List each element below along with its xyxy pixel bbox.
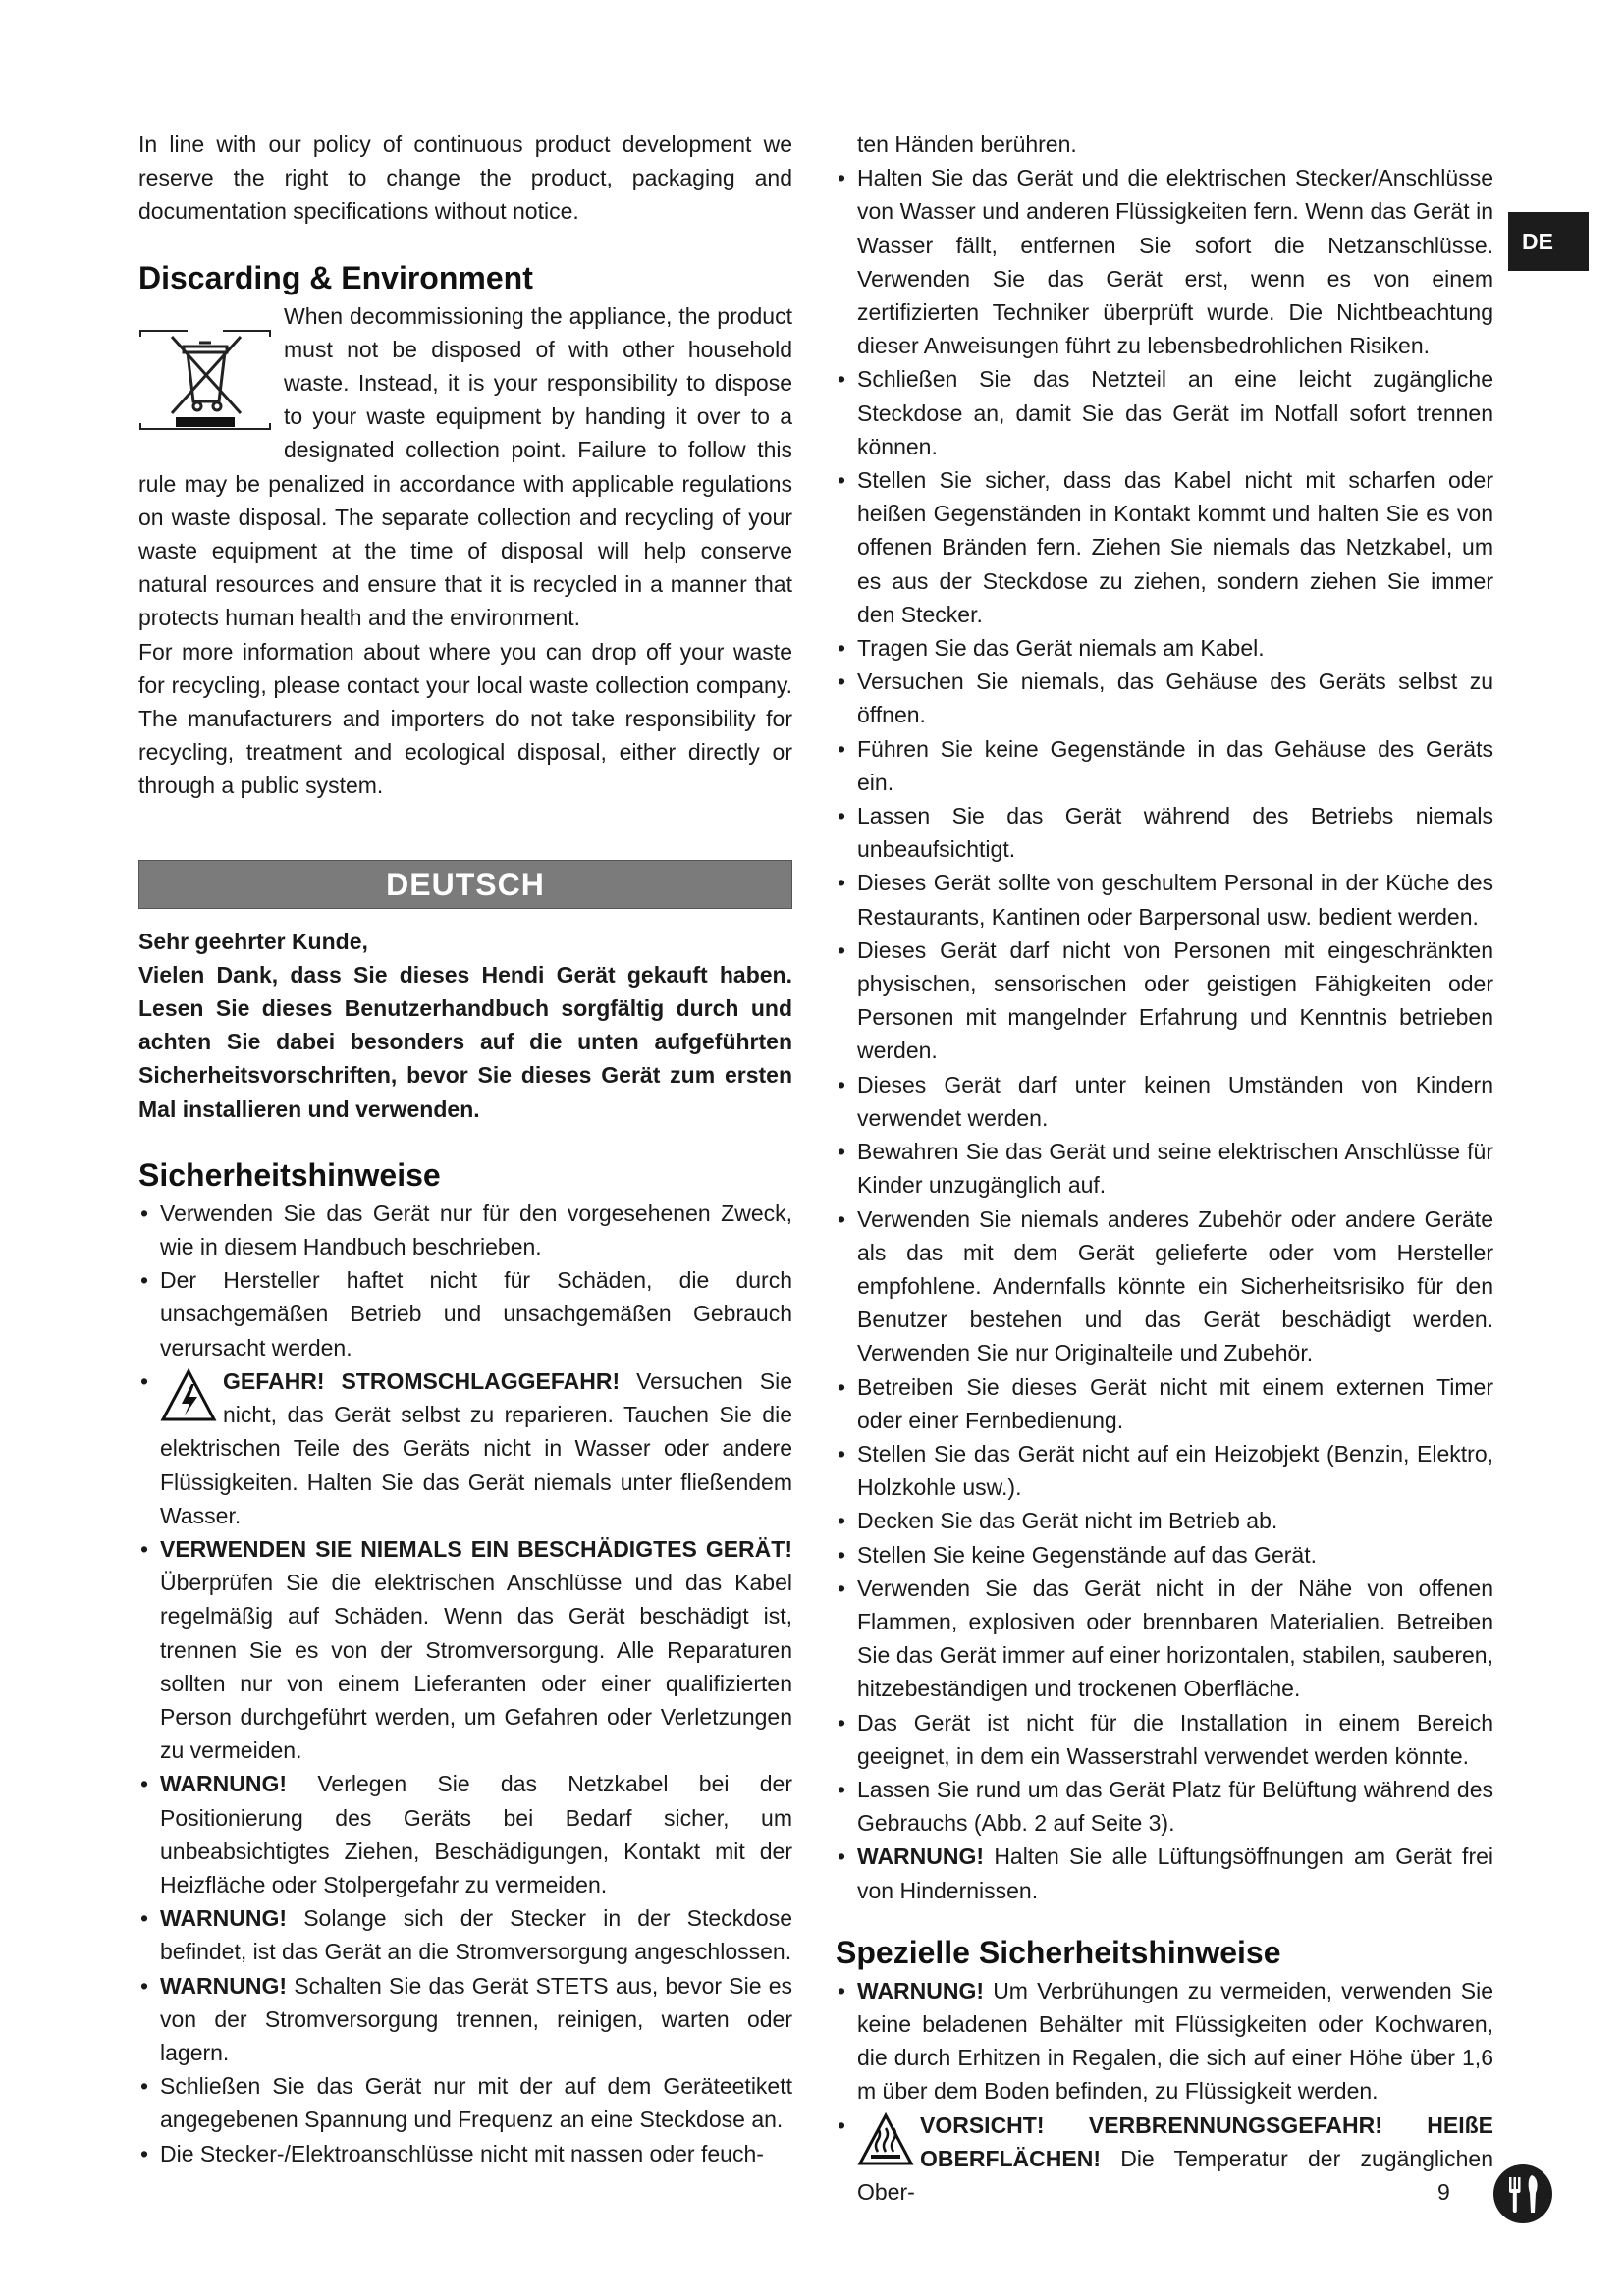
list-item <box>836 2109 1493 2210</box>
list-item: • Lassen Sie das Gerät während des Betriebs niemals unbeaufsichtigt. <box>836 799 1493 866</box>
warning-label: WARNUNG! <box>160 1905 288 1932</box>
language-section-bar: DEUTSCH <box>138 860 792 909</box>
special-safety-list <box>836 1974 1493 2209</box>
electric-hazard-icon <box>160 1368 217 1423</box>
list-item: • Dieses Gerät sollte von geschultem Personal in der Küche des Restaurants, Kantinen oder Barpersonal usw. bedient werden. <box>836 866 1493 933</box>
list-item <box>138 1901 792 1968</box>
safety-list-continued <box>836 161 1493 1907</box>
discard-paragraph: When decommissioning the appliance, the product must not be disposed of with other household waste. Instead, it is your responsibility to dispose to your waste equipment by handing it over to a designated collection point. Failure to follow this rule may be penalized in accordance with applicable regulations on waste disposal. The separate collection and recycling of your waste equipment at the time of disposal will help conserve natural resources and ensure that it is recycled in a manner that protects human health and the environment. <box>138 302 792 631</box>
list-item: • Der Hersteller haftet nicht für Schäden, die durch unsachgemäßen Betrieb und unsachgemäßen Gebrauch verursacht werden. <box>138 1263 792 1364</box>
left-column <box>138 128 792 2170</box>
warning-text: Schalten Sie das Gerät STETS aus, bevor Sie es von der Stromversorgung trennen, reinigen, warten oder lagern. <box>160 1972 793 2065</box>
discard-paragraph-2: For more information about where you can drop off your waste for recycling, please contact your local waste collection company. The manufacturers and importers do not take responsibility for recycling, treatment and ecological disposal, either directly or through a public system. <box>138 638 792 799</box>
warning-text: Überprüfen Sie die elektrischen Anschlüsse und das Kabel regelmäßig auf Schäden. Wenn das Gerät beschädigt ist, trennen Sie es von der Stromversorgung. Alle Reparaturen sollten nur von einem Lieferanten oder einer qualifizierten Person durchgeführt werden, um Gefahren oder Verletzungen zu vermeiden. <box>160 1570 792 1764</box>
weee-bin-icon <box>138 307 272 433</box>
cutlery-logo-icon <box>1492 2163 1553 2224</box>
list-item: • Lassen Sie rund um das Gerät Platz für Belüftung während des Gebrauchs (Abb. 2 auf Seite 3). <box>836 1773 1493 1840</box>
continued-text: ten Händen berühren. <box>857 132 1077 157</box>
warning-label: VERWENDEN SIE NIEMALS EIN BESCHÄDIGTES GERÄT! <box>160 1535 792 1562</box>
list-item: • Verwenden Sie das Gerät nicht in der Nähe von offenen Flammen, explosiven oder brennbaren Materialien. Betreiben Sie das Gerät immer auf einer horizontalen, stabilen, sauberen, hitzebeständigen und trockenen Oberfläche. <box>836 1572 1493 1706</box>
hazard-text: Versuchen Sie nicht, das Gerät selbst zu reparieren. Tauchen Sie die elektrischen Teile des Geräts nicht in Wasser oder andere Flüssigkeiten. Halten Sie das Gerät niemals unter fließendem Wasser. <box>160 1367 792 1528</box>
list-item: • Das Gerät ist nicht für die Installation in einem Bereich geeignet, in dem ein Wasserstrahl verwendet werden könnte. <box>836 1706 1493 1773</box>
warning-text: Um Verbrühungen zu vermeiden, verwenden Sie keine beladenen Behälter mit Flüssigkeiten oder Kochwaren, die durch Erhitzen in Regalen, die sich auf einer Höhe über 1,6 m über dem Boden befinden, zu Flüssigkeit werden. <box>857 1977 1493 2105</box>
safety-heading: Sicherheitshinweise <box>138 1156 441 1193</box>
list-item: • Dieses Gerät darf unter keinen Umständen von Kindern verwendet werden. <box>836 1068 1493 1135</box>
warning-label: WARNUNG! <box>160 1771 288 1797</box>
list-item: • Decken Sie das Gerät nicht im Betrieb ab. <box>836 1504 1493 1537</box>
list-item: • Die Stecker-/Elektroanschlüsse nicht mit nassen oder feuch- <box>138 2137 792 2170</box>
list-item: • Verwenden Sie niemals anderes Zubehör oder andere Geräte als das mit dem Gerät gelieferte oder vom Hersteller empfohlene. Andernfalls könnte ein Sicherheitsrisiko für den Benutzer bestehen und das Gerät beschädigt werden. Verwenden Sie nur Originalteile und Zubehör. <box>836 1202 1493 1370</box>
list-item: • Betreiben Sie dieses Gerät nicht mit einem externen Timer oder einer Fernbedienung. <box>836 1370 1493 1437</box>
list-item <box>138 1969 792 2070</box>
list-item: • Stellen Sie das Gerät nicht auf ein Heizobjekt (Benzin, Elektro, Holzkohle usw.). <box>836 1437 1493 1504</box>
warning-text: Solange sich der Stecker in der Steckdose befindet, ist das Gerät an die Stromversorgung angeschlossen. <box>160 1905 793 1965</box>
list-item <box>138 1364 792 1532</box>
warning-text: Halten Sie alle Lüftungsöffnungen am Gerät frei von Hindernissen. <box>857 1843 1493 1903</box>
list-item: • Schließen Sie das Netzteil an eine leicht zugängliche Steckdose an, damit Sie das Gerät im Notfall sofort trennen können. <box>836 362 1493 463</box>
list-item <box>138 1532 792 1767</box>
list-item: • Halten Sie das Gerät und die elektrischen Stecker/Anschlüsse von Wasser und anderen Flüssigkeiten fern. Wenn das Gerät in Wasser fällt, entfernen Sie sofort die Netzanschlüsse. Verwenden Sie das Gerät erst, wenn es von einem zertifizierten Techniker überprüft wurde. Die Nichtbeachtung dieser Anweisungen führt zu lebensbedrohlichen Risiken. <box>836 161 1493 362</box>
list-item: • Verwenden Sie das Gerät nur für den vorgesehenen Zweck, wie in diesem Handbuch beschrieben. <box>138 1197 792 1263</box>
list-item: • Dieses Gerät darf nicht von Personen mit eingeschränkten physischen, sensorischen oder geistigen Fähigkeiten oder Personen mit mangelnder Erfahrung und Kenntnis betrieben werden. <box>836 934 1493 1068</box>
hazard-label: VORSICHT! VERBRENNUNGSGEFAHR! HEIßE OBERFLÄCHEN! <box>920 2111 1493 2171</box>
warning-label: WARNUNG! <box>160 1972 288 1999</box>
warning-text: Verlegen Sie das Netzkabel bei der Positionierung des Geräts bei Bedarf sicher, um unbeabsichtigtes Ziehen, Beschädigungen, Kontakt mit der Heizfläche oder Stolpergefahr zu vermeiden. <box>160 1771 793 1897</box>
list-item: • Schließen Sie das Gerät nur mit der auf dem Geräteetikett angegebenen Spannung und Frequenz an eine Steckdose an. <box>138 2069 792 2136</box>
list-item <box>836 1840 1493 1906</box>
greeting-text: Vielen Dank, dass Sie dieses Hendi Gerät gekauft haben. Lesen Sie dieses Benutzerhandbuch sorgfältig durch und achten Sie dabei besonders auf die unten aufgeführten Sicherheitsvorschriften, bevor Sie dieses Gerät zum ersten Mal installieren und verwenden. <box>138 961 792 1122</box>
list-item <box>138 1767 792 1901</box>
page-number: 9 <box>1437 2179 1450 2205</box>
right-column <box>836 128 1493 2209</box>
list-item <box>836 1974 1493 2109</box>
hot-surface-icon <box>857 2112 914 2167</box>
hazard-text: Die Temperatur der zugänglichen Ober- <box>857 2145 1494 2205</box>
greeting-salutation: Sehr geehrter Kunde, <box>138 928 368 954</box>
language-tab: DE <box>1508 212 1589 271</box>
warning-label: WARNUNG! <box>857 1977 985 2003</box>
list-item: • Versuchen Sie niemals, das Gehäuse des Geräts selbst zu öffnen. <box>836 665 1493 731</box>
list-item: • Stellen Sie keine Gegenstände auf das Gerät. <box>836 1538 1493 1572</box>
safety-list <box>138 1197 792 2170</box>
intro-paragraph: In line with our policy of continuous product development we reserve the right to change the product, packaging and documentation specifications without notice. <box>138 132 792 225</box>
list-item: • Tragen Sie das Gerät niemals am Kabel. <box>836 631 1493 665</box>
hazard-label: GEFAHR! STROMSCHLAGGEFAHR! <box>223 1367 621 1394</box>
list-item: • Stellen Sie sicher, dass das Kabel nicht mit scharfen oder heißen Gegenständen in Kontakt kommt und halten Sie es von offenen Bränden fern. Ziehen Sie niemals das Netzkabel, um es aus der Steckdose zu ziehen, sondern ziehen Sie immer den Stecker. <box>836 463 1493 631</box>
list-item: • Bewahren Sie das Gerät und seine elektrischen Anschlüsse für Kinder unzugänglich auf. <box>836 1135 1493 1201</box>
list-item: • Führen Sie keine Gegenstände in das Gehäuse des Geräts ein. <box>836 732 1493 799</box>
warning-label: WARNUNG! <box>857 1843 985 1870</box>
special-safety-heading: Spezielle Sicherheitshinweise <box>836 1934 1281 1970</box>
discard-heading: Discarding & Environment <box>138 259 533 295</box>
